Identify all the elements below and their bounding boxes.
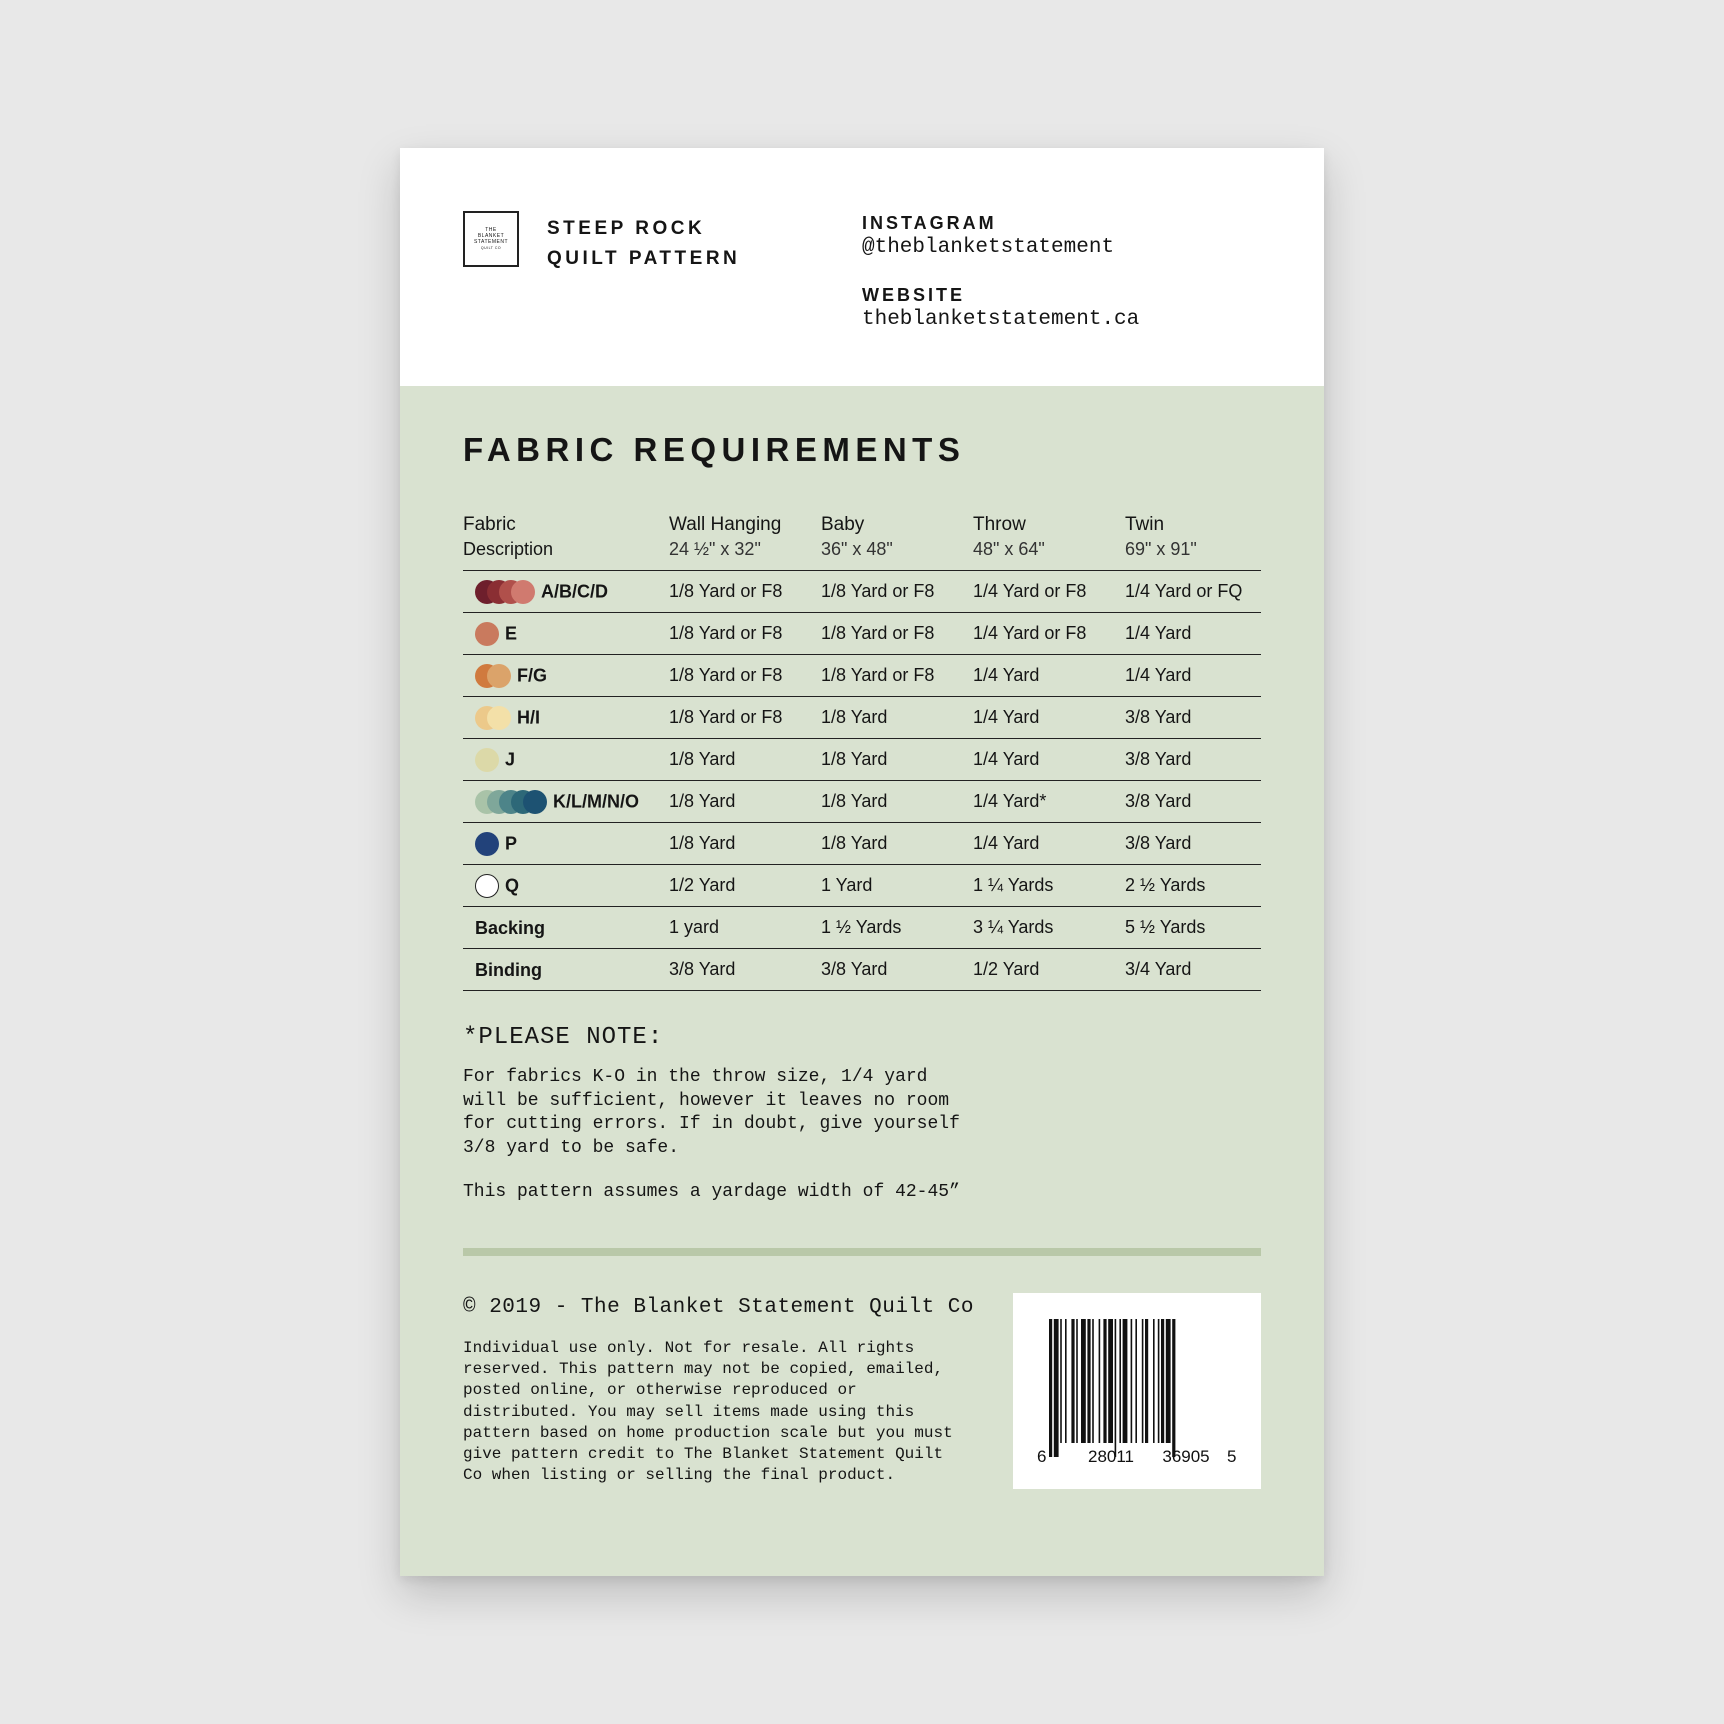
table-row (463, 907, 1261, 949)
swatch-group (475, 790, 547, 814)
barcode-bar (1092, 1319, 1094, 1443)
barcode-bar (1087, 1319, 1090, 1443)
logo-line: THE (485, 227, 497, 233)
yardage-cell: 1 ½ Yards (821, 907, 973, 949)
yardage-cell: 1/8 Yard or F8 (821, 655, 973, 697)
fabric-cell (463, 907, 669, 949)
fabric-name: H/I (517, 707, 541, 727)
table-row (463, 949, 1261, 991)
copyright: © 2019 - The Blanket Statement Quilt Co (463, 1296, 974, 1319)
brand-logo (463, 211, 519, 267)
website-url[interactable]: theblanketstatement.ca (862, 308, 1140, 331)
yardage-cell: 3/8 Yard (669, 949, 821, 991)
yardage-cell: 1/8 Yard (821, 823, 973, 865)
barcode-bar (1099, 1319, 1101, 1443)
yardage-cell: 1/8 Yard or F8 (821, 613, 973, 655)
barcode-bar (1172, 1319, 1175, 1457)
header-throw (973, 512, 1125, 571)
table-row (463, 781, 1261, 823)
header-wall-hanging (669, 512, 821, 571)
barcode-bar (1131, 1319, 1133, 1443)
logo-line: QUILT CO (480, 246, 502, 250)
yardage-cell: 1/8 Yard (821, 697, 973, 739)
barcode-digits: 6 (1037, 1447, 1047, 1466)
header-twin (1125, 512, 1261, 571)
yardage-cell: 1/4 Yard (1125, 655, 1261, 697)
yardage-cell: 1/8 Yard or F8 (669, 697, 821, 739)
swatch-group (475, 832, 499, 856)
barcode-bar (1158, 1319, 1160, 1443)
cover-header (400, 148, 1324, 386)
barcode-bar (1076, 1319, 1078, 1443)
barcode-bar (1108, 1319, 1113, 1443)
logo-line: BLANKET (477, 233, 505, 239)
barcode-bar (1071, 1319, 1074, 1443)
barcode-icon (1013, 1293, 1261, 1489)
table-row (463, 739, 1261, 781)
color-swatch-icon (487, 664, 511, 688)
yardage-cell: 3/8 Yard (1125, 739, 1261, 781)
yardage-cell: 1/4 Yard* (973, 781, 1125, 823)
fabric-name: F/G (517, 665, 547, 685)
logo-line: STATEMENT (473, 239, 509, 245)
yardage-cell: 1/8 Yard or F8 (669, 655, 821, 697)
fabric-cell (463, 781, 669, 823)
color-swatch-icon (475, 748, 499, 772)
yardage-cell: 1/8 Yard (669, 823, 821, 865)
barcode-bar (1153, 1319, 1155, 1443)
barcode-bar (1135, 1319, 1137, 1443)
fabric-name: E (505, 623, 518, 643)
fabric-name: Backing (475, 917, 546, 938)
yardage-cell: 1/2 Yard (973, 949, 1125, 991)
table-header-row (463, 512, 1261, 571)
fabric-name: J (505, 749, 516, 769)
color-swatch-icon (511, 580, 535, 604)
fabric-cell (463, 697, 669, 739)
fabric-name: P (505, 833, 518, 853)
swatch-group (475, 580, 535, 604)
table-row (463, 865, 1261, 907)
header-line: Baby (821, 514, 865, 535)
barcode-digits: 36905 (1162, 1447, 1210, 1466)
table-row (463, 655, 1261, 697)
barcode-digits: 28011 (1087, 1447, 1135, 1466)
pattern-title (547, 214, 740, 274)
barcode-bar (1054, 1319, 1059, 1457)
header-dimensions: 36" x 48" (821, 539, 893, 559)
swatch-group (475, 748, 499, 772)
barcode-bar (1161, 1319, 1164, 1443)
fabric-cell (463, 613, 669, 655)
yardage-cell: 1/8 Yard or F8 (821, 571, 973, 613)
yardage-cell: 1 yard (669, 907, 821, 949)
header-line: Wall Hanging (669, 514, 782, 535)
yardage-cell: 1/8 Yard (821, 781, 973, 823)
header-fabric (463, 512, 669, 571)
fabric-name: Q (505, 875, 520, 895)
yardage-cell: 1/4 Yard (1125, 613, 1261, 655)
header-line: Twin (1125, 514, 1165, 535)
header-baby (821, 512, 973, 571)
yardage-cell: 1/4 Yard or FQ (1125, 571, 1261, 613)
swatch-group (475, 622, 499, 646)
yardage-cell: 3/8 Yard (1125, 781, 1261, 823)
barcode-bar (1049, 1319, 1052, 1457)
barcode-bar (1119, 1319, 1121, 1443)
pattern-title-line1: STEEP ROCK (547, 218, 706, 239)
yardage-cell: 1/4 Yard or F8 (973, 613, 1125, 655)
yardage-cell: 1/8 Yard (669, 781, 821, 823)
barcode-bar (1103, 1319, 1106, 1443)
fabric-name: A/B/C/D (541, 581, 608, 601)
barcode-bar (1115, 1319, 1117, 1457)
table-row (463, 823, 1261, 865)
fabric-cell (463, 865, 669, 907)
yardage-cell: 1/8 Yard (669, 739, 821, 781)
swatch-group (475, 874, 499, 898)
yardage-cell: 3/8 Yard (1125, 697, 1261, 739)
fabric-cell (463, 655, 669, 697)
fabric-name: Binding (475, 959, 542, 980)
color-swatch-icon (475, 832, 499, 856)
fabric-name: K/L/M/N/O (553, 791, 639, 811)
yardage-cell: 3 ¼ Yards (973, 907, 1125, 949)
header-line: Description (463, 539, 554, 559)
yardage-cell: 1/4 Yard (973, 823, 1125, 865)
table-body (463, 571, 1261, 991)
table-row (463, 613, 1261, 655)
barcode-bar (1166, 1319, 1171, 1443)
barcode-bar (1060, 1319, 1062, 1443)
yardage-cell: 1/4 Yard (973, 697, 1125, 739)
yardage-cell: 1/8 Yard or F8 (669, 571, 821, 613)
contact-info (862, 212, 1139, 356)
yardage-cell: 1/8 Yard (821, 739, 973, 781)
section-divider (463, 1248, 1261, 1256)
fabric-cell (463, 571, 669, 613)
barcode-bar (1142, 1319, 1144, 1443)
instagram-handle[interactable]: @theblanketstatement (862, 236, 1115, 259)
yardage-cell: 1 ¼ Yards (973, 865, 1125, 907)
yardage-cell: 1 Yard (821, 865, 973, 907)
barcode (1013, 1293, 1261, 1489)
note-yardage-width: This pattern assumes a yardage width of 42-45” (463, 1182, 960, 1202)
legal-text: Individual use only. Not for resale. All rights reserved. This pattern may not be copied, emailed, posted online, or otherwise reproduced or distributed. You may sell items made using this pattern based on home production scale but you must give pattern credit to The Blanket Statement Quilt Co when listing or selling the final product. (463, 1339, 953, 1485)
fabric-cell (463, 739, 669, 781)
color-swatch-icon (475, 874, 499, 898)
yardage-cell: 1/4 Yard or F8 (973, 571, 1125, 613)
pattern-back-cover (400, 148, 1324, 1576)
section-title: FABRIC REQUIREMENTS (463, 431, 966, 468)
note-title: *PLEASE NOTE: (463, 1024, 664, 1051)
yardage-cell: 3/4 Yard (1125, 949, 1261, 991)
note-body: For fabrics K-O in the throw size, 1/4 yard will be sufficient, however it leaves no room for cutting errors. If in doubt, give yourself 3/8 yard to be safe. (463, 1067, 960, 1158)
fabric-requirements-table (463, 512, 1261, 991)
header-dimensions: 24 ½" x 32" (669, 539, 761, 559)
color-swatch-icon (523, 790, 547, 814)
color-swatch-icon (475, 622, 499, 646)
pattern-title-line2: QUILT PATTERN (547, 248, 741, 269)
header-dimensions: 48" x 64" (973, 539, 1045, 559)
yardage-cell: 1/4 Yard (973, 655, 1125, 697)
yardage-cell: 1/2 Yard (669, 865, 821, 907)
swatch-group (475, 664, 511, 688)
barcode-bar (1123, 1319, 1128, 1443)
yardage-cell: 5 ½ Yards (1125, 907, 1261, 949)
swatch-group (475, 706, 511, 730)
instagram-label: INSTAGRAM (862, 213, 997, 233)
website-label: WEBSITE (862, 285, 966, 305)
barcode-bar (1081, 1319, 1086, 1443)
barcode-bar (1065, 1319, 1067, 1443)
yardage-cell: 3/8 Yard (1125, 823, 1261, 865)
fabric-cell (463, 823, 669, 865)
yardage-cell: 3/8 Yard (821, 949, 973, 991)
yardage-cell: 1/4 Yard (973, 739, 1125, 781)
table-row (463, 571, 1261, 613)
barcode-digits: 5 (1227, 1447, 1237, 1466)
yardage-cell: 1/8 Yard or F8 (669, 613, 821, 655)
header-dimensions: 69" x 91" (1125, 539, 1197, 559)
yardage-cell: 2 ½ Yards (1125, 865, 1261, 907)
table-row (463, 697, 1261, 739)
header-line: Throw (973, 514, 1026, 535)
barcode-bar (1145, 1319, 1148, 1443)
color-swatch-icon (487, 706, 511, 730)
header-line: Fabric (463, 514, 516, 535)
fabric-cell (463, 949, 669, 991)
